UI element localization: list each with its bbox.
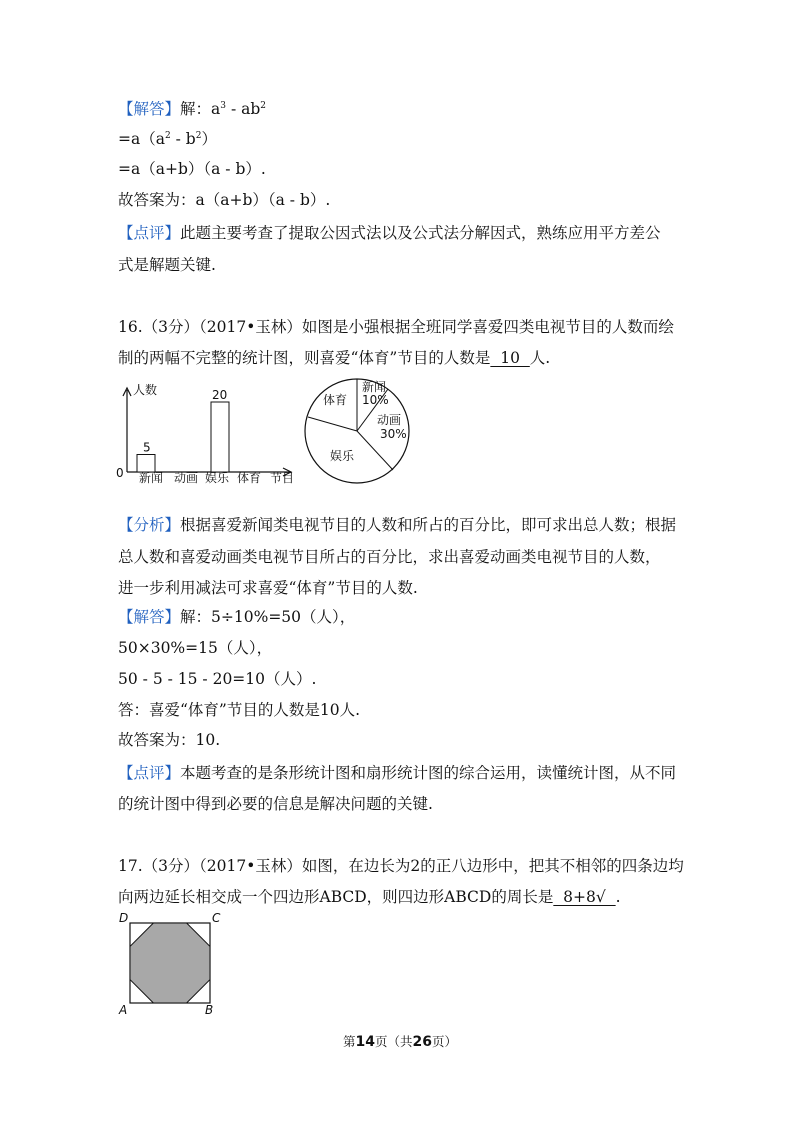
origin-label: 0 <box>116 466 124 480</box>
bar-xinwen <box>137 455 155 473</box>
octagon-figure <box>115 910 225 1020</box>
q15-step2: =a（a+b）（a - b）. <box>118 160 266 178</box>
q16-answer: 故答案为：10. <box>118 731 221 749</box>
label-c: C <box>212 911 221 925</box>
page-number: 14 <box>355 1034 375 1050</box>
q16-stem-line1: 16.（3分）（2017•玉林）如图是小强根据全班同学喜爱四类电视节目的人数而绘 <box>118 318 674 336</box>
label-d: D <box>119 911 129 925</box>
q15-review-line2: 式是解题关键. <box>118 256 216 274</box>
q16-solution-line3: 50 - 5 - 15 - 20=10（人）. <box>118 670 317 688</box>
bar-value-label-yule: 20 <box>212 388 228 402</box>
category-label-donghua: 动画 <box>174 471 199 485</box>
x-axis-label: 节目 <box>270 471 295 485</box>
slice-value-donghua: 30% <box>380 427 407 441</box>
q16-solution-line4: 答：喜爱“体育”节目的人数是10人. <box>118 701 360 719</box>
category-label-tiyu: 体育 <box>237 471 262 485</box>
review-tag: 【点评】 <box>118 224 181 242</box>
bar-yule <box>211 402 229 472</box>
q17-stem-line2: 向两边延长相交成一个四边形ABCD，则四边形ABCD的周长是 8+8√ . <box>118 888 621 906</box>
pie-chart <box>300 374 415 489</box>
review-tag: 【点评】 <box>118 764 181 782</box>
answer-blank: 10 <box>490 349 530 367</box>
answer-blank: 8+8√ <box>553 888 616 906</box>
q15-answer: 故答案为：a（a+b）（a - b）. <box>118 191 331 209</box>
q15-review-line1: 【点评】此题主要考查了提取公因式法以及公式法分解因式，熟练应用平方差公 <box>118 224 661 242</box>
slice-label-xinwen: 新闻 <box>362 380 387 394</box>
q16-analysis-line3: 进一步利用减法可求喜爱“体育”节目的人数. <box>118 579 418 597</box>
regular-octagon <box>130 923 210 1003</box>
slice-label-donghua: 动画 <box>377 413 402 427</box>
bar-chart <box>115 380 305 485</box>
q16-analysis-line2: 总人数和喜爱动画类电视节目所占的百分比，求出喜爱动画类电视节目的人数， <box>118 548 661 566</box>
slice-label-tiyu: 体育 <box>323 393 348 407</box>
q16-review-line1: 【点评】本题考查的是条形统计图和扇形统计图的综合运用，读懂统计图，从不同 <box>118 764 677 782</box>
category-label-yule: 娱乐 <box>205 471 230 485</box>
q16-stem-line2: 制的两幅不完整的统计图，则喜爱“体育”节目的人数是 10 人. <box>118 349 551 367</box>
slice-value-xinwen: 10% <box>362 393 389 407</box>
label-a: A <box>119 1003 128 1017</box>
page-total: 26 <box>412 1034 432 1050</box>
q15-solution-line: 【解答】解：$a^3 - ab^2$ <box>118 100 267 118</box>
q16-solution-line2: 50×30%=15（人）， <box>118 639 273 657</box>
slice-label-yule: 娱乐 <box>330 449 355 463</box>
bar-value-label-xinwen: 5 <box>143 440 151 455</box>
solution-tag: 【解答】 <box>118 608 181 626</box>
analysis-tag: 【分析】 <box>118 516 181 534</box>
category-label-xinwen: 新闻 <box>139 471 164 485</box>
q16-solution-line1: 【解答】解：5÷10%=50（人）， <box>118 608 356 626</box>
q17-stem-line1: 17.（3分）（2017•玉林）如图，在边长为2的正八边形中，把其不相邻的四条边均 <box>118 857 684 875</box>
solution-tag: 【解答】 <box>118 100 181 118</box>
q15-step1: $=a(a^2 - b^2)$ <box>118 130 217 148</box>
y-axis-label: 人数 <box>133 383 158 397</box>
label-b: B <box>205 1003 214 1017</box>
q16-review-line2: 的统计图中得到必要的信息是解决问题的关键. <box>118 795 433 813</box>
q16-analysis-line1: 【分析】根据喜爱新闻类电视节目的人数和所占的百分比，即可求出总人数；根据 <box>118 516 677 534</box>
page-footer: 第14页（共26页） <box>342 1034 457 1050</box>
